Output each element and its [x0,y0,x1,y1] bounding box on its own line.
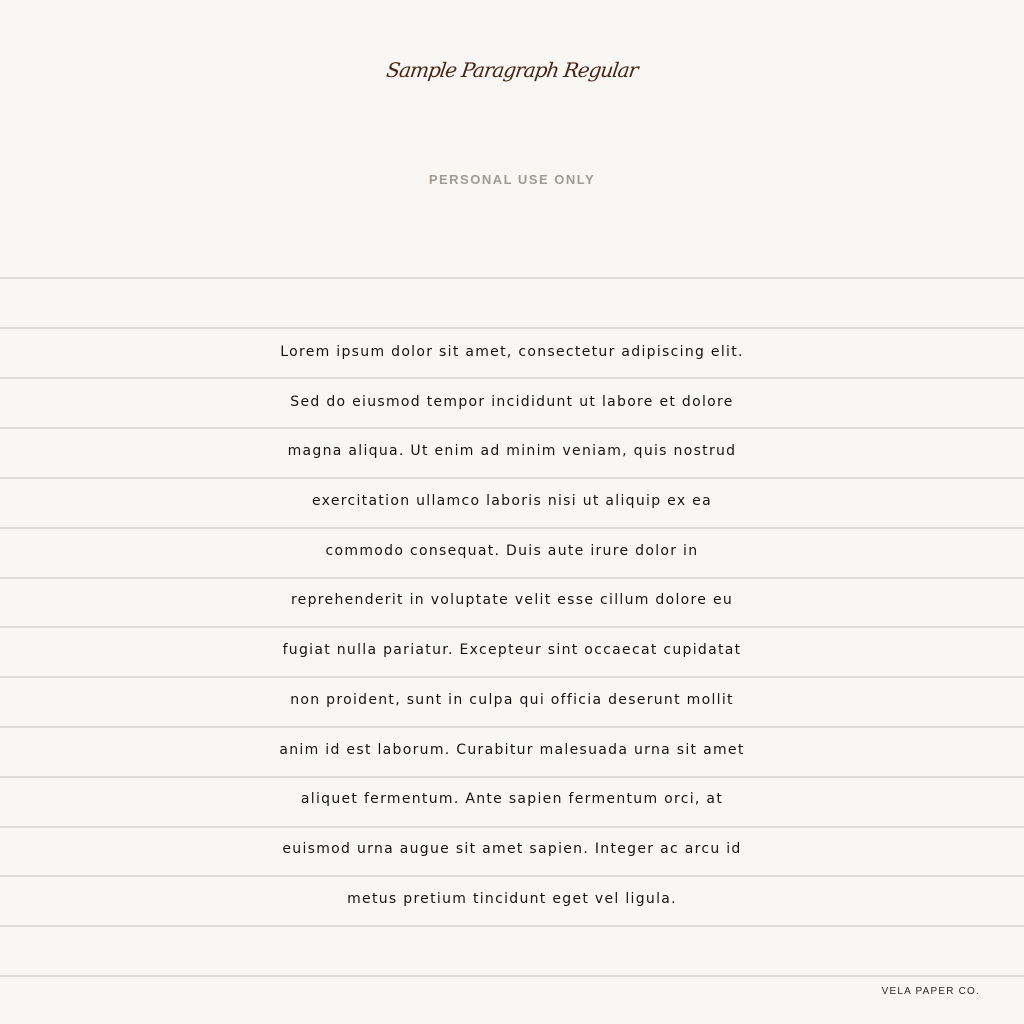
page-title: Sample Paragraph Regular [384,58,640,82]
paragraph-line: Lorem ipsum dolor sit amet, consectetur adipiscing elit. [280,344,744,360]
brand-footer: VELA PAPER CO. [881,986,980,997]
license-subtitle: PERSONAL USE ONLY [428,172,596,187]
paragraph-line: Sed do eiusmod tempor incididunt ut labore et dolore [290,393,734,410]
ruled-line [0,925,1024,927]
paragraph-line: euismod urna augue sit amet sapien. Integer ac arcu id [282,840,742,857]
paragraph-line: magna aliqua. Ut enim ad minim veniam, quis nostrud [287,443,737,460]
paragraph-line: reprehenderit in voluptate velit esse cillum dolore eu [290,592,734,609]
sample-paragraph [0,328,1024,924]
paragraph-line: exercitation ullamco laboris nisi ut aliquip ex ea [312,493,712,510]
paragraph-line: non proident, sunt in culpa qui officia deserunt mollit [290,691,734,708]
paragraph-line: anim id est laborum. Curabitur malesuada urna sit amet [279,741,745,758]
ruled-line [0,975,1024,977]
paragraph-line: fugiat nulla pariatur. Excepteur sint occaecat cupidatat [282,642,742,659]
paragraph-line: commodo consequat. Duis aute irure dolor in [325,542,699,559]
ruled-line [0,277,1024,279]
paragraph-line: metus pretium tincidunt eget vel ligula. [347,890,677,907]
paragraph-line: aliquet fermentum. Ante sapien fermentum orci, at [300,791,724,808]
